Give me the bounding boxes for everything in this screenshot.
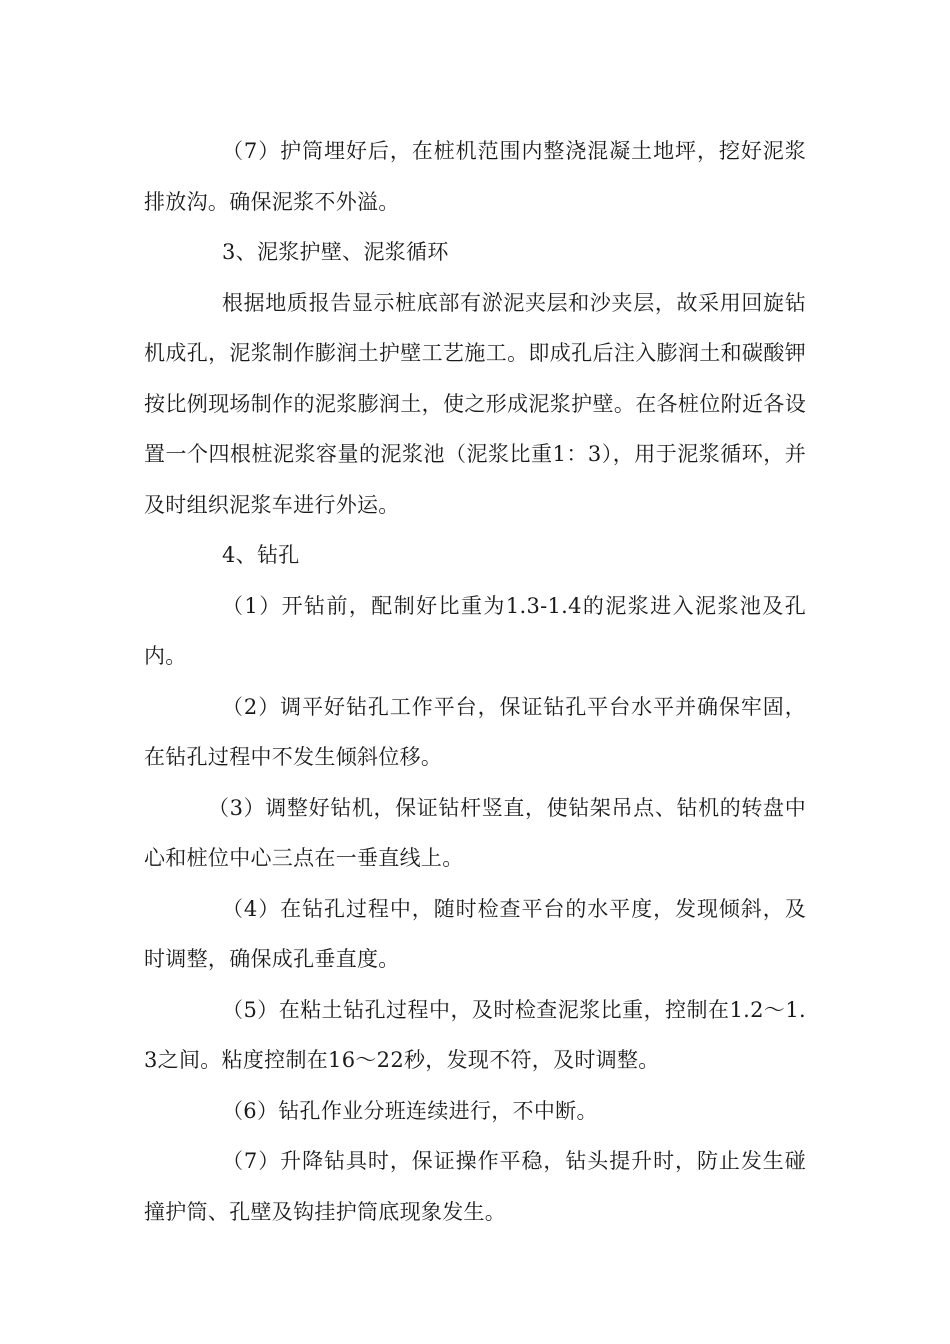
paragraph-drilling-item-1: （1）开钻前，配制好比重为1.3-1.4的泥浆进入泥浆池及孔内。 xyxy=(144,593,806,668)
paragraph-casing-item-7: （7）护筒埋好后，在桩机范围内整浇混凝土地坪，挖好泥浆排放沟。确保泥浆不外溢。 xyxy=(144,139,806,214)
paragraph-drilling-item-5: （5）在粘土钻孔过程中，及时检查泥浆比重，控制在1.2～1.3之间。粘度控制在16～22秒，发现不符，及时调整。 xyxy=(144,997,806,1072)
paragraph-drilling-item-6: （6）钻孔作业分班连续进行，不中断。 xyxy=(222,1098,598,1123)
paragraph-mud-wall: 根据地质报告显示桩底部有淤泥夹层和沙夹层，故采用回旋钻机成孔，泥浆制作膨润土护壁工艺施工。即成孔后注入膨润土和碳酸钾按比例现场制作的泥浆膨润土，使之形成泥浆护壁。在各桩位附近各设置一个四根桩泥浆容量的泥浆池（泥浆比重1：3），用于泥浆循环，并及时组织泥浆车进行外运。 xyxy=(144,290,806,517)
document-body xyxy=(144,126,806,1237)
paragraph-drilling-item-7: （7）升降钻具时，保证操作平稳，钻头提升时，防止发生碰撞护筒、孔壁及钩挂护筒底现象发生。 xyxy=(144,1149,806,1224)
paragraph-drilling-item-2: （2）调平好钻孔工作平台，保证钻孔平台水平并确保牢固，在钻孔过程中不发生倾斜位移。 xyxy=(144,694,806,769)
paragraph-drilling-item-4: （4）在钻孔过程中，随时检查平台的水平度，发现倾斜，及时调整，确保成孔垂直度。 xyxy=(144,896,806,971)
section-heading-drilling: 4、钻孔 xyxy=(222,543,300,567)
section-heading-mud-wall: 3、泥浆护壁、泥浆循环 xyxy=(222,240,449,264)
paragraph-drilling-item-3: （3）调整好钻机，保证钻杆竖直，使钻架吊点、钻机的转盘中心和桩位中心三点在一垂直线上。 xyxy=(144,795,806,870)
